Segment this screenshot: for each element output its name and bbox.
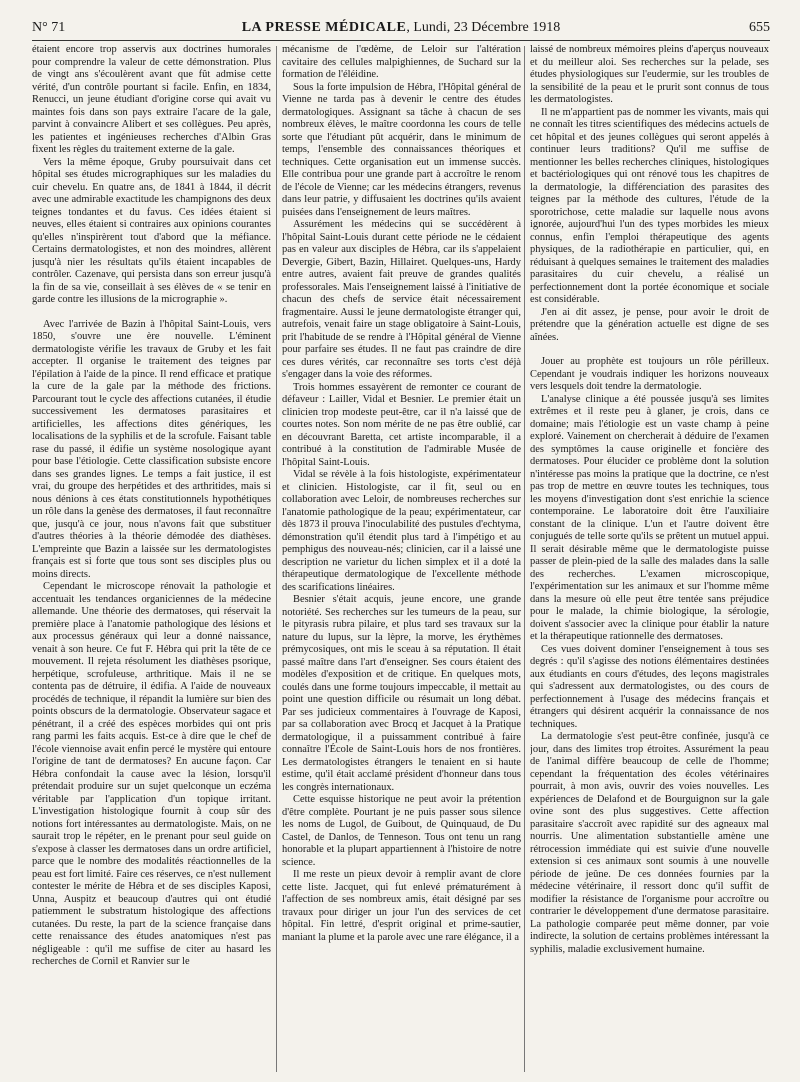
page-number: 655 [749,20,770,35]
paragraph: Vers la même époque, Gruby poursuivait dans cet hôpital ses études micrographiques sur les maladies du cuir chevelu. En quatre ans, de 1841 à 1844, il décrit avec une admirable exactitude les champignons des deux teignes tondantes et du favus. Ces idées étaient si neuves, elles étaient si contraires aux opinions courantes qu'elles n'inspirèrent tout d'abord que la méfiance. Certains dermatologistes, et non des moindres, allèrent jusqu'à nier les résultats qu'ils étaient incapables de contrôler. Cazenave, qui persista dans son erreur jusqu'à la fin de sa vie, conseillait à ses élèves de « se tenir en garde contre les illusions de la micrographie ». [32,156,271,305]
issue-date: , Lundi, 23 Décembre 1918 [406,20,561,35]
paragraph: étaient encore trop asservis aux doctrines humorales pour comprendre la valeur de cette démonstration. Plus de vingt ans s'écoulèrent avant que fût admise cette vérité, d'un contrôle pourtant si facile. Enfin, en 1834, Renucci, un jeune étudiant d'origine corse qui avait vu maintes fois dans son pays extraire l'acare de la gale, parvint à convaincre Alibert et ses collègues. Peu après, les patientes et ingénieuses recherches d'Albin Gras fixent les règles du traitement externe de la gale. [32,44,271,155]
text-column-1 [32,44,271,1074]
issue-number: N° 71 [32,20,66,35]
paragraph: Avec l'arrivée de Bazin à l'hôpital Saint-Louis, vers 1850, s'ouvre une ère nouvelle. L'éminent dermatologiste vérifie les travaux de Gruby et les fait accepter. Il organise le traitement des teignes par l'épilation à l'aide de la pince. Il rend efficace et pratique la cure de la gale par la méthode des frictions. Parcourant tout le cycle des affections cutanées, il étudie successivement les dermatoses parasitaires et artificielles, les affections dites génériques, les localisations de la syphilis et de la scrofule. Faisant table rase du passé, il édifie un système nosologique ayant pour base l'étiologie. Cette classification subsiste encore dans ses grandes lignes. Le temps a fait justice, il est vrai, du groupe des herpétides et des arthritides, mais si nous dénions à ces états constitutionnels hypothétiques un rôle dans la genèse des dermatoses, il faut reconnaître que, jusqu'à ce jour, nous n'avons fait que substituer d'autres théories à la théorie démodée des diathèses. L'empreinte que Bazin a laissée sur les dermatologistes français est si forte que tous sont ses disciples plus ou moins directs. [32,318,271,580]
column-divider [276,46,277,1072]
page-header [32,20,770,41]
journal-title-line [32,20,770,36]
paragraph: Sous la forte impulsion de Hébra, l'Hôpital général de Vienne ne tarda pas à devenir le centre des études dermatologiques. Assignant sa tâche à chacun de ses nombreux élèves, le maître coordonna les cours de telle sorte que l'étudiant pût acquérir, dans le minimum de temps, l'ensemble des connaissances théoriques et techniques. Cette organisation eut un immense succès. Elle contribua pour une grande part à accroître le renom de l'école de Vienne; car les médecins étrangers, revenus dans leur patrie, y diffusaient les doctrines qu'ils avaient puisées dans l'enseignement de leurs maîtres. [282,81,521,218]
text-column-2 [282,44,521,1074]
paragraph: laissé de nombreux mémoires pleins d'aperçus nouveaux et du meilleur aloi. Ses recherches sur la pelade, ses études physiologiques sur l'eudermie, sur les troubles de la sensibilité de la peau et le prurit sont connus de tous les dermatologistes. [530,44,769,105]
paragraph: Assurément les médecins qui se succédèrent à l'hôpital Saint-Louis durant cette période ne le cédaient pas en valeur aux disciples de Hébra, car ils s'appelaient Devergie, Gibert, Bazin, Hillairet. Quelques-uns, Hardy entre autres, avaient fait preuve de grandes qualités professorales. Mais l'enseignement laissé à l'initiative de chacun des chefs de service était nécessairement fragmentaire. Aussi le jeune dermatologiste étranger qui, autrefois, venait faire un stage obligatoire à Saint-Louis, prit l'habitude de se rendre à l'Hôpital général de Vienne pour parfaire ses études. Il ne faut pas craindre de dire ces dures vérités, car reconnaître ses torts c'est déjà s'engager dans la voie des réformes. [282,219,521,380]
journal-name: LA PRESSE MÉDICALE [241,20,407,35]
paragraph: Vidal se révèle à la fois histologiste, expérimentateur et clinicien. Histologiste, car il fit, seul ou en collaboration avec Leloir, de nombreuses recherches sur l'anatomie pathologique de la peau; expérimentateur, car dès 1873 il prouva l'inoculabilité des pustules d'echtyma, démonstration qu'il étendit plus tard à l'impétigo et au pemphigus des nouveau-nés; clinicien, car il a laissé une description ne varietur du lichen simplex et il a doté la thérapeutique dermatologique de l'excellente méthode des scarifications linéaires. [282,469,521,593]
paragraph: Cependant le microscope rénovait la pathologie et accentuait les tendances organiciennes de la médecine allemande. Une théorie des dermatoses, qui réservait la première place à l'anatomie pathologique des lésions et aux processus généraux qui leur a donné naissance, venait à son heure. Ce fut F. Hébra qui prit la tête de ce mouvement. Il rejeta résolument les diathèses psorique, herpétique, scrofuleuse, arthritique. Mais il ne se contenta pas de détruire, il édifia. A l'aide de nouveaux procédés de technique, il répandit la lumière sur bien des points obscurs de la dermatologie. Observateur sagace et pénétrant, il a créé des espèces morbides qui ont pris rang parmi les faits acquis. Est-ce à dire que le chef de l'école viennoise avait enfin percé le mystère qui entoure l'origine de tant de dermatoses? En aucune façon. Car Hébra confondait la cause avec la lésion, lorsqu'il prétendait produire sur un sujet quelconque un eczéma véritable par l'application d'un topique irritant. L'investigation histologique fournit à coup sûr des notions fort intéressantes au dermatologiste. Mais, on ne saurait trop le répéter, en le prenant pour seul guide on s'expose à classer les dermatoses dans un ordre artificiel, parce que le nombre des modalités réactionnelles de la peau est fort limité. Faire ces réserves, ce n'est nullement contester le mérite de Hébra et de ses disciples Kaposi, Unna, Auspitz et beaucoup d'autres qui ont étudié patiemment le substratum histologique des affections cutanées. Du reste, la part de la science française dans cette renaissance des études anatomiques n'est pas négligeable : qu'il me suffise de citer au hasard les recherches de Cornil et Ranvier sur le [32,581,271,967]
paragraph: La dermatologie s'est peut-être confinée, jusqu'à ce jour, dans des limites trop étroites. Assurément la peau de l'animal diffère beaucoup de celle de l'homme; cependant la fréquentation des écoles vétérinaires pourrait, à mon avis, ouvrir des voies nouvelles. Les expériences de Delafond et de Bourguignon sur la gale ovine sont des plus suggestives. Cette affection parasitaire s'accroît avec rapidité sur des agneaux mal nourris. Une alimentation substantielle amène une rétrocession immédiate qui est suivie d'une nouvelle extension si ces animaux sont soumis à une nouvelle période de jeûne. De ces données fournies par la médecine vétérinaire, il ressort donc qu'il suffit de modifier la résistance de l'organisme pour accroître ou contrarier le développement d'une dermatose parasitaire. La pathologie comparée peut même donner, par voie indirecte, la solution de certains problèmes intéressant la syphilis, maladie exclusivement humaine. [530,731,769,955]
text-column-3 [530,44,769,1074]
paragraph: Jouer au prophète est toujours un rôle périlleux. Cependant je voudrais indiquer les horizons nouveaux vers lesquels doit tendre la dermatologie. [530,356,769,392]
paragraph: Trois hommes essayèrent de remonter ce courant de défaveur : Lailler, Vidal et Besnier. Le premier était un clinicien trop modeste peut-être, car il n'a laissé que de courtes notes. Son nom mérite de ne pas être oublié, car en découvrant Baretta, cet artiste incomparable, il a contribué à la constitution de l'admirable Musée de l'hôpital Saint-Louis. [282,381,521,468]
paragraph: Besnier s'était acquis, jeune encore, une grande notoriété. Ses recherches sur les tumeurs de la peau, sur le pityrasis rubra pilaire, et plus tard ses travaux sur la nature du lupus, sur la lèpre, la morve, les érythèmes prémycosiques, ont mis le sceau à sa réputation. Il était passé maître dans l'art d'enseigner. Ses cours étaient des modèles d'exposition et de critique. En quelques mots, coulés dans une forme toujours impeccable, il mettait au point une question difficile ou résumait un long débat. Par ses judicieux commentaires à l'ouvrage de Kaposi, par sa collaboration avec Brocq et Jacquet à la Pratique dermatologique, il a puissamment contribué à faire connaître l'École de Saint-Louis hors de nos frontières. Les dermatologistes étrangers le tenaient en si haute estime, qu'il était acclamé président d'honneur dans tous les congrès internationaux. [282,594,521,793]
paragraph: L'analyse clinique a été poussée jusqu'à ses limites extrêmes et il reste peu à glaner, je crois, dans ce domaine; mais l'étiologie est un vaste champ à peine exploré. Vainement on chercherait à déduire de l'examen des symptômes la cause originelle et foncière des dermatoses. Pour élucider ce problème dont la solution n'intéresse pas moins la pratique que la doctrine, ce n'est pas trop de mettre en œuvre toutes les techniques, tous les moyens d'investigation dont s'est enrichie la science contemporaine. Le laboratoire doit être l'auxiliaire constant de la clinique. L'un et l'autre doivent être conjugués de telle sorte qu'ils se prêtent un mutuel appui. Il serait désirable même que le dermatologiste puisse passer de plein-pied de la salle des malades dans la salle des recherches. L'examen microscopique, l'expérimentation sur les animaux et sur l'homme même dans la mesure où elle peut être tentée sans préjudice pour le malade, la chimie biologique, la sérologie, doivent s'associer avec la clinique pour établir la nature et la thérapeutique rationnelle des dermatoses. [530,393,769,642]
column-divider [524,46,525,1072]
paragraph: Ces vues doivent dominer l'enseignement à tous ses degrés : qu'il s'agisse des notions élémentaires destinées aux étudiants en cours d'études, des leçons magistrales qui s'adressent aux dermatologistes, ou des cours de perfectionnement à l'usage des médecins français et étrangers qui désirent acquérir la connaissance de nos techniques. [530,643,769,730]
paragraph: Il me reste un pieux devoir à remplir avant de clore cette liste. Jacquet, qui fut enlevé prématurément à l'affection de ses nombreux amis, était désigné par ses travaux pour diriger un jour l'un des services de cet hôpital. Fin lettré, d'esprit original et prime-sautier, maniant la plume et la parole avec une rare élégance, il a [282,869,521,943]
paragraph: Cette esquisse historique ne peut avoir la prétention d'être complète. Pourtant je ne puis passer sous silence les noms de Lugol, de Guibout, de Quinquaud, de Du Castel, de Danlos, de Tenneson. Tous ont tenu un rang honorable et la plupart appartiennent à l'histoire de notre science. [282,794,521,868]
paragraph: mécanisme de l'œdème, de Leloir sur l'altération cavitaire des cellules malpighiennes, de Suchard sur la formation de l'éléidine. [282,44,521,80]
paragraph: J'en ai dit assez, je pense, pour avoir le droit de prétendre que la génération actuelle est digne de ses aînées. [530,306,769,343]
paragraph: Il ne m'appartient pas de nommer les vivants, mais qui ne connaît les titres scientifiques des médecins actuels de cet hôpital et des jeunes collègues qui seront appelés à continuer leurs traditions? Qu'il me suffise de mentionner les belles recherches cliniques, histologiques et bactériologiques qui ont rénové tous les chapitres de la dermatologie, la différenciation des parasites des teignes par la méthode des cultures, l'étude de la sporotrichose, cette maladie sur laquelle nous avons ignorée, aujourd'hui l'un des types morbides les mieux connus, enfin l'emploi thérapeutique des agents physiques, de la radiothérapie en particulier, qui, en réduisant à quelques semaines le traitement des maladies parasitaires du cuir chevelu, a réalisé un perfectionnement dont la portée économique et sociale est considérable. [530,106,769,305]
